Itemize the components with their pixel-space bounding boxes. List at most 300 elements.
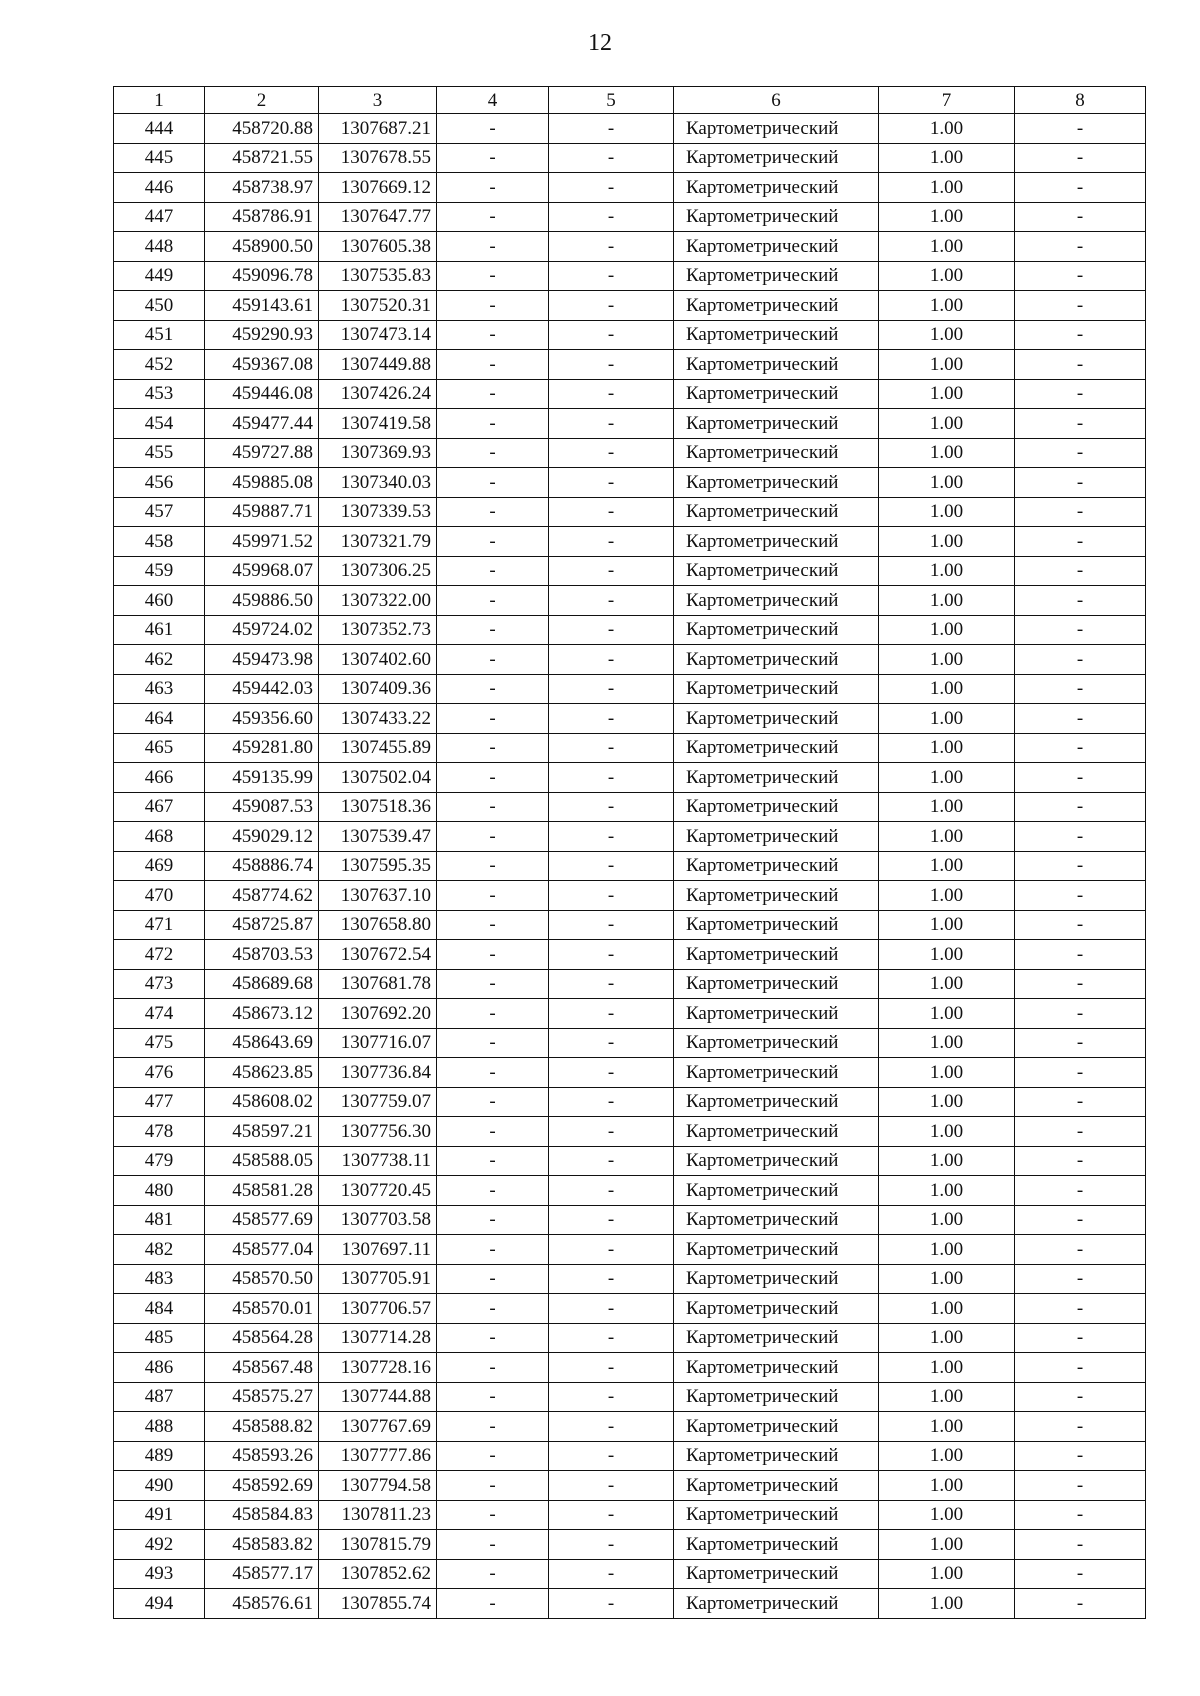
method-cell: Картометрический <box>674 1441 879 1471</box>
point-number-cell: 455 <box>114 438 205 468</box>
x-coordinate-cell: 458588.05 <box>205 1146 319 1176</box>
column-4-cell: - <box>437 792 549 822</box>
method-cell: Картометрический <box>674 704 879 734</box>
table-row <box>114 173 1146 203</box>
accuracy-cell: 1.00 <box>879 999 1015 1029</box>
point-number-cell: 478 <box>114 1117 205 1147</box>
x-coordinate-cell: 459290.93 <box>205 320 319 350</box>
x-coordinate-cell: 458886.74 <box>205 851 319 881</box>
y-coordinate-cell: 1307402.60 <box>319 645 437 675</box>
x-coordinate-cell: 458720.88 <box>205 114 319 144</box>
column-4-cell: - <box>437 733 549 763</box>
column-8-cell: - <box>1015 615 1146 645</box>
point-number-cell: 493 <box>114 1559 205 1589</box>
column-5-cell: - <box>549 1205 674 1235</box>
accuracy-cell: 1.00 <box>879 1205 1015 1235</box>
column-4-cell: - <box>437 851 549 881</box>
method-cell: Картометрический <box>674 1559 879 1589</box>
column-4-cell: - <box>437 940 549 970</box>
x-coordinate-cell: 459885.08 <box>205 468 319 498</box>
accuracy-cell: 1.00 <box>879 733 1015 763</box>
method-cell: Картометрический <box>674 291 879 321</box>
point-number-cell: 454 <box>114 409 205 439</box>
column-8-cell: - <box>1015 143 1146 173</box>
column-8-cell: - <box>1015 468 1146 498</box>
table-row <box>114 969 1146 999</box>
y-coordinate-cell: 1307794.58 <box>319 1471 437 1501</box>
column-4-cell: - <box>437 1441 549 1471</box>
column-5-cell: - <box>549 261 674 291</box>
point-number-cell: 474 <box>114 999 205 1029</box>
method-cell: Картометрический <box>674 645 879 675</box>
column-8-cell: - <box>1015 940 1146 970</box>
column-header: 4 <box>437 87 549 114</box>
accuracy-cell: 1.00 <box>879 1500 1015 1530</box>
method-cell: Картометрический <box>674 438 879 468</box>
accuracy-cell: 1.00 <box>879 792 1015 822</box>
point-number-cell: 490 <box>114 1471 205 1501</box>
x-coordinate-cell: 459087.53 <box>205 792 319 822</box>
accuracy-cell: 1.00 <box>879 704 1015 734</box>
method-cell: Картометрический <box>674 999 879 1029</box>
method-cell: Картометрический <box>674 674 879 704</box>
column-8-cell: - <box>1015 1530 1146 1560</box>
point-number-cell: 459 <box>114 556 205 586</box>
column-4-cell: - <box>437 1530 549 1560</box>
accuracy-cell: 1.00 <box>879 1530 1015 1560</box>
column-4-cell: - <box>437 1087 549 1117</box>
accuracy-cell: 1.00 <box>879 586 1015 616</box>
point-number-cell: 444 <box>114 114 205 144</box>
accuracy-cell: 1.00 <box>879 1058 1015 1088</box>
table-row <box>114 792 1146 822</box>
table-row <box>114 1294 1146 1324</box>
accuracy-cell: 1.00 <box>879 1176 1015 1206</box>
accuracy-cell: 1.00 <box>879 1294 1015 1324</box>
column-8-cell: - <box>1015 910 1146 940</box>
column-5-cell: - <box>549 822 674 852</box>
column-5-cell: - <box>549 674 674 704</box>
column-4-cell: - <box>437 556 549 586</box>
x-coordinate-cell: 459143.61 <box>205 291 319 321</box>
column-5-cell: - <box>549 645 674 675</box>
accuracy-cell: 1.00 <box>879 1441 1015 1471</box>
column-5-cell: - <box>549 468 674 498</box>
point-number-cell: 461 <box>114 615 205 645</box>
y-coordinate-cell: 1307419.58 <box>319 409 437 439</box>
x-coordinate-cell: 459442.03 <box>205 674 319 704</box>
accuracy-cell: 1.00 <box>879 910 1015 940</box>
column-5-cell: - <box>549 438 674 468</box>
point-number-cell: 475 <box>114 1028 205 1058</box>
column-8-cell: - <box>1015 704 1146 734</box>
y-coordinate-cell: 1307681.78 <box>319 969 437 999</box>
x-coordinate-cell: 458689.68 <box>205 969 319 999</box>
x-coordinate-cell: 459281.80 <box>205 733 319 763</box>
table-row <box>114 674 1146 704</box>
column-5-cell: - <box>549 1028 674 1058</box>
point-number-cell: 458 <box>114 527 205 557</box>
accuracy-cell: 1.00 <box>879 1471 1015 1501</box>
accuracy-cell: 1.00 <box>879 438 1015 468</box>
column-8-cell: - <box>1015 1146 1146 1176</box>
point-number-cell: 465 <box>114 733 205 763</box>
x-coordinate-cell: 459367.08 <box>205 350 319 380</box>
method-cell: Картометрический <box>674 527 879 557</box>
point-number-cell: 477 <box>114 1087 205 1117</box>
column-4-cell: - <box>437 1323 549 1353</box>
accuracy-cell: 1.00 <box>879 1264 1015 1294</box>
column-8-cell: - <box>1015 350 1146 380</box>
column-8-cell: - <box>1015 1412 1146 1442</box>
y-coordinate-cell: 1307321.79 <box>319 527 437 557</box>
method-cell: Картометрический <box>674 1146 879 1176</box>
y-coordinate-cell: 1307720.45 <box>319 1176 437 1206</box>
point-number-cell: 453 <box>114 379 205 409</box>
y-coordinate-cell: 1307714.28 <box>319 1323 437 1353</box>
x-coordinate-cell: 458623.85 <box>205 1058 319 1088</box>
y-coordinate-cell: 1307637.10 <box>319 881 437 911</box>
column-8-cell: - <box>1015 1382 1146 1412</box>
column-5-cell: - <box>549 1589 674 1619</box>
column-5-cell: - <box>549 704 674 734</box>
point-number-cell: 467 <box>114 792 205 822</box>
column-4-cell: - <box>437 379 549 409</box>
accuracy-cell: 1.00 <box>879 674 1015 704</box>
column-8-cell: - <box>1015 1589 1146 1619</box>
table-row <box>114 379 1146 409</box>
x-coordinate-cell: 458575.27 <box>205 1382 319 1412</box>
x-coordinate-cell: 459724.02 <box>205 615 319 645</box>
column-8-cell: - <box>1015 1559 1146 1589</box>
column-5-cell: - <box>549 409 674 439</box>
y-coordinate-cell: 1307759.07 <box>319 1087 437 1117</box>
method-cell: Картометрический <box>674 1412 879 1442</box>
table-row <box>114 468 1146 498</box>
y-coordinate-cell: 1307697.11 <box>319 1235 437 1265</box>
point-number-cell: 472 <box>114 940 205 970</box>
point-number-cell: 470 <box>114 881 205 911</box>
method-cell: Картометрический <box>674 261 879 291</box>
column-header: 6 <box>674 87 879 114</box>
y-coordinate-cell: 1307449.88 <box>319 350 437 380</box>
y-coordinate-cell: 1307669.12 <box>319 173 437 203</box>
column-5-cell: - <box>549 114 674 144</box>
accuracy-cell: 1.00 <box>879 615 1015 645</box>
column-5-cell: - <box>549 1058 674 1088</box>
table-row <box>114 232 1146 262</box>
column-8-cell: - <box>1015 645 1146 675</box>
table-row <box>114 1176 1146 1206</box>
column-5-cell: - <box>549 1235 674 1265</box>
y-coordinate-cell: 1307473.14 <box>319 320 437 350</box>
method-cell: Картометрический <box>674 350 879 380</box>
column-5-cell: - <box>549 527 674 557</box>
column-5-cell: - <box>549 940 674 970</box>
point-number-cell: 491 <box>114 1500 205 1530</box>
table-row <box>114 497 1146 527</box>
accuracy-cell: 1.00 <box>879 1589 1015 1619</box>
table-row <box>114 940 1146 970</box>
column-4-cell: - <box>437 1264 549 1294</box>
table-row <box>114 1146 1146 1176</box>
point-number-cell: 456 <box>114 468 205 498</box>
accuracy-cell: 1.00 <box>879 556 1015 586</box>
x-coordinate-cell: 458577.69 <box>205 1205 319 1235</box>
method-cell: Картометрический <box>674 1028 879 1058</box>
x-coordinate-cell: 458584.83 <box>205 1500 319 1530</box>
table-row <box>114 1205 1146 1235</box>
x-coordinate-cell: 458703.53 <box>205 940 319 970</box>
point-number-cell: 466 <box>114 763 205 793</box>
column-5-cell: - <box>549 350 674 380</box>
column-8-cell: - <box>1015 497 1146 527</box>
table-row <box>114 1471 1146 1501</box>
column-4-cell: - <box>437 232 549 262</box>
point-number-cell: 473 <box>114 969 205 999</box>
table-row <box>114 851 1146 881</box>
method-cell: Картометрический <box>674 792 879 822</box>
method-cell: Картометрический <box>674 1176 879 1206</box>
accuracy-cell: 1.00 <box>879 114 1015 144</box>
x-coordinate-cell: 459477.44 <box>205 409 319 439</box>
point-number-cell: 494 <box>114 1589 205 1619</box>
point-number-cell: 471 <box>114 910 205 940</box>
y-coordinate-cell: 1307647.77 <box>319 202 437 232</box>
point-number-cell: 463 <box>114 674 205 704</box>
column-5-cell: - <box>549 1559 674 1589</box>
accuracy-cell: 1.00 <box>879 468 1015 498</box>
x-coordinate-cell: 459971.52 <box>205 527 319 557</box>
y-coordinate-cell: 1307426.24 <box>319 379 437 409</box>
x-coordinate-cell: 458593.26 <box>205 1441 319 1471</box>
x-coordinate-cell: 459727.88 <box>205 438 319 468</box>
column-5-cell: - <box>549 379 674 409</box>
point-number-cell: 464 <box>114 704 205 734</box>
column-4-cell: - <box>437 763 549 793</box>
column-8-cell: - <box>1015 1117 1146 1147</box>
y-coordinate-cell: 1307658.80 <box>319 910 437 940</box>
accuracy-cell: 1.00 <box>879 527 1015 557</box>
point-number-cell: 479 <box>114 1146 205 1176</box>
x-coordinate-cell: 459886.50 <box>205 586 319 616</box>
x-coordinate-cell: 458673.12 <box>205 999 319 1029</box>
y-coordinate-cell: 1307369.93 <box>319 438 437 468</box>
column-4-cell: - <box>437 1146 549 1176</box>
column-5-cell: - <box>549 143 674 173</box>
table-row <box>114 1412 1146 1442</box>
point-number-cell: 492 <box>114 1530 205 1560</box>
table-row <box>114 1353 1146 1383</box>
point-number-cell: 484 <box>114 1294 205 1324</box>
column-4-cell: - <box>437 291 549 321</box>
method-cell: Картометрический <box>674 1530 879 1560</box>
column-4-cell: - <box>437 674 549 704</box>
point-number-cell: 449 <box>114 261 205 291</box>
y-coordinate-cell: 1307518.36 <box>319 792 437 822</box>
table-row <box>114 999 1146 1029</box>
column-8-cell: - <box>1015 556 1146 586</box>
method-cell: Картометрический <box>674 1117 879 1147</box>
method-cell: Картометрический <box>674 173 879 203</box>
column-8-cell: - <box>1015 114 1146 144</box>
y-coordinate-cell: 1307339.53 <box>319 497 437 527</box>
x-coordinate-cell: 458774.62 <box>205 881 319 911</box>
point-number-cell: 450 <box>114 291 205 321</box>
accuracy-cell: 1.00 <box>879 969 1015 999</box>
accuracy-cell: 1.00 <box>879 1559 1015 1589</box>
accuracy-cell: 1.00 <box>879 261 1015 291</box>
table-row <box>114 1559 1146 1589</box>
x-coordinate-cell: 459135.99 <box>205 763 319 793</box>
table-row <box>114 438 1146 468</box>
point-number-cell: 468 <box>114 822 205 852</box>
column-4-cell: - <box>437 1382 549 1412</box>
table-row <box>114 704 1146 734</box>
accuracy-cell: 1.00 <box>879 202 1015 232</box>
x-coordinate-cell: 458570.01 <box>205 1294 319 1324</box>
table-row <box>114 409 1146 439</box>
method-cell: Картометрический <box>674 1205 879 1235</box>
method-cell: Картометрический <box>674 1589 879 1619</box>
point-number-cell: 460 <box>114 586 205 616</box>
y-coordinate-cell: 1307340.03 <box>319 468 437 498</box>
table-row <box>114 910 1146 940</box>
accuracy-cell: 1.00 <box>879 497 1015 527</box>
accuracy-cell: 1.00 <box>879 1087 1015 1117</box>
y-coordinate-cell: 1307322.00 <box>319 586 437 616</box>
y-coordinate-cell: 1307455.89 <box>319 733 437 763</box>
coordinates-table <box>113 86 1146 1619</box>
column-8-cell: - <box>1015 822 1146 852</box>
accuracy-cell: 1.00 <box>879 1146 1015 1176</box>
table-row <box>114 763 1146 793</box>
column-5-cell: - <box>549 999 674 1029</box>
column-4-cell: - <box>437 527 549 557</box>
point-number-cell: 480 <box>114 1176 205 1206</box>
table-row <box>114 291 1146 321</box>
column-4-cell: - <box>437 350 549 380</box>
column-5-cell: - <box>549 1117 674 1147</box>
table-row <box>114 1589 1146 1619</box>
accuracy-cell: 1.00 <box>879 1323 1015 1353</box>
x-coordinate-cell: 458570.50 <box>205 1264 319 1294</box>
x-coordinate-cell: 458721.55 <box>205 143 319 173</box>
column-8-cell: - <box>1015 1294 1146 1324</box>
column-8-cell: - <box>1015 1028 1146 1058</box>
table-row <box>114 1117 1146 1147</box>
table-row <box>114 320 1146 350</box>
column-4-cell: - <box>437 704 549 734</box>
y-coordinate-cell: 1307687.21 <box>319 114 437 144</box>
accuracy-cell: 1.00 <box>879 379 1015 409</box>
column-4-cell: - <box>437 1412 549 1442</box>
column-header: 1 <box>114 87 205 114</box>
column-8-cell: - <box>1015 173 1146 203</box>
point-number-cell: 452 <box>114 350 205 380</box>
column-8-cell: - <box>1015 733 1146 763</box>
y-coordinate-cell: 1307756.30 <box>319 1117 437 1147</box>
column-8-cell: - <box>1015 438 1146 468</box>
column-4-cell: - <box>437 320 549 350</box>
column-8-cell: - <box>1015 1500 1146 1530</box>
method-cell: Картометрический <box>674 409 879 439</box>
point-number-cell: 482 <box>114 1235 205 1265</box>
method-cell: Картометрический <box>674 202 879 232</box>
accuracy-cell: 1.00 <box>879 173 1015 203</box>
method-cell: Картометрический <box>674 851 879 881</box>
point-number-cell: 488 <box>114 1412 205 1442</box>
y-coordinate-cell: 1307744.88 <box>319 1382 437 1412</box>
column-4-cell: - <box>437 438 549 468</box>
column-4-cell: - <box>437 1559 549 1589</box>
column-5-cell: - <box>549 792 674 822</box>
column-5-cell: - <box>549 497 674 527</box>
accuracy-cell: 1.00 <box>879 645 1015 675</box>
y-coordinate-cell: 1307595.35 <box>319 851 437 881</box>
method-cell: Картометрический <box>674 940 879 970</box>
column-5-cell: - <box>549 615 674 645</box>
y-coordinate-cell: 1307535.83 <box>319 261 437 291</box>
point-number-cell: 469 <box>114 851 205 881</box>
table-row <box>114 202 1146 232</box>
column-5-cell: - <box>549 969 674 999</box>
column-5-cell: - <box>549 1441 674 1471</box>
y-coordinate-cell: 1307705.91 <box>319 1264 437 1294</box>
point-number-cell: 445 <box>114 143 205 173</box>
column-4-cell: - <box>437 114 549 144</box>
table-row <box>114 114 1146 144</box>
y-coordinate-cell: 1307409.36 <box>319 674 437 704</box>
accuracy-cell: 1.00 <box>879 232 1015 262</box>
column-8-cell: - <box>1015 792 1146 822</box>
point-number-cell: 462 <box>114 645 205 675</box>
table-row <box>114 1235 1146 1265</box>
accuracy-cell: 1.00 <box>879 409 1015 439</box>
column-4-cell: - <box>437 1117 549 1147</box>
method-cell: Картометрический <box>674 1087 879 1117</box>
point-number-cell: 481 <box>114 1205 205 1235</box>
column-header: 7 <box>879 87 1015 114</box>
method-cell: Картометрический <box>674 881 879 911</box>
accuracy-cell: 1.00 <box>879 1353 1015 1383</box>
x-coordinate-cell: 459096.78 <box>205 261 319 291</box>
column-4-cell: - <box>437 1058 549 1088</box>
table-row <box>114 527 1146 557</box>
method-cell: Картометрический <box>674 1294 879 1324</box>
y-coordinate-cell: 1307692.20 <box>319 999 437 1029</box>
column-8-cell: - <box>1015 409 1146 439</box>
column-5-cell: - <box>549 202 674 232</box>
y-coordinate-cell: 1307352.73 <box>319 615 437 645</box>
y-coordinate-cell: 1307728.16 <box>319 1353 437 1383</box>
method-cell: Картометрический <box>674 1235 879 1265</box>
column-8-cell: - <box>1015 881 1146 911</box>
method-cell: Картометрический <box>674 1264 879 1294</box>
method-cell: Картометрический <box>674 1323 879 1353</box>
table-body <box>114 114 1146 1619</box>
column-5-cell: - <box>549 881 674 911</box>
column-5-cell: - <box>549 851 674 881</box>
column-4-cell: - <box>437 1500 549 1530</box>
column-8-cell: - <box>1015 1323 1146 1353</box>
method-cell: Картометрический <box>674 1382 879 1412</box>
accuracy-cell: 1.00 <box>879 143 1015 173</box>
table-row <box>114 350 1146 380</box>
column-8-cell: - <box>1015 1058 1146 1088</box>
method-cell: Картометрический <box>674 1353 879 1383</box>
x-coordinate-cell: 459029.12 <box>205 822 319 852</box>
